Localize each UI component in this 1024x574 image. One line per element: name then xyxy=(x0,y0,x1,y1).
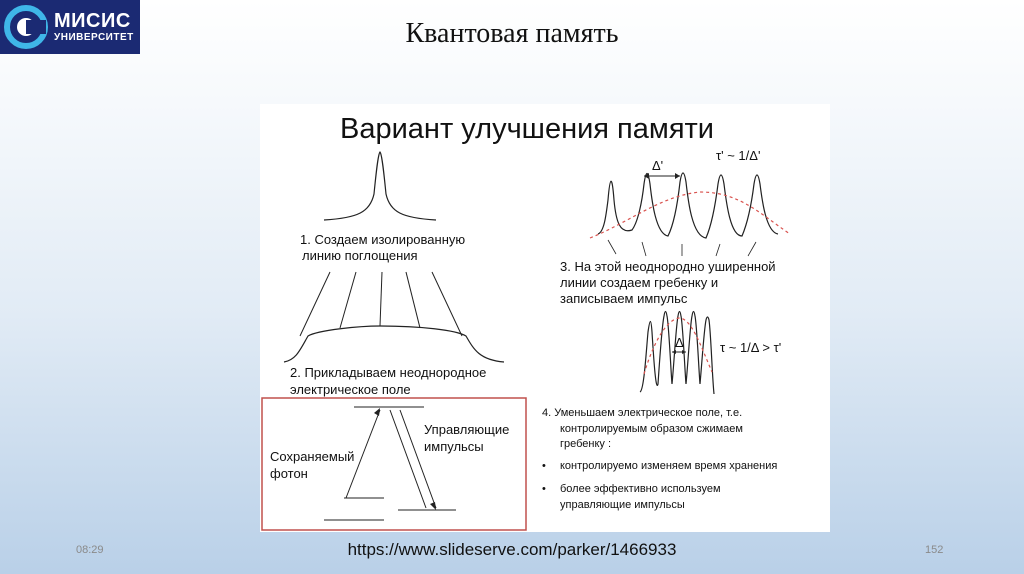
comb-compress-lines xyxy=(608,240,756,256)
bullet-1-glyph: • xyxy=(542,460,546,472)
source-url: https://www.slideserve.com/parker/1466933 xyxy=(347,540,677,559)
control-pulses-line1: Управляющие xyxy=(424,422,510,437)
control-pulses-line2: импульсы xyxy=(424,439,484,454)
bullet-2-text-line1: более эффективно используем xyxy=(560,483,721,495)
step1-text-line2: линию поглощения xyxy=(302,248,418,263)
step3-text-line3: записываем импульс xyxy=(560,291,688,306)
comb-spectrum xyxy=(598,173,778,238)
tau-prime-label: τ' ~ 1/Δ' xyxy=(716,148,761,163)
footer-time: 08:29 xyxy=(76,544,104,556)
bullet-2-glyph: • xyxy=(542,483,546,495)
step4-text-line3: гребенку : xyxy=(560,438,612,450)
stored-photon-line1: Сохраняемый xyxy=(270,449,355,464)
delta-prime-label: Δ' xyxy=(652,158,664,173)
step3-text-line1: 3. На этой неоднородно уширенной xyxy=(560,259,776,274)
isolated-line-curve xyxy=(324,152,436,220)
control-arrow-1 xyxy=(390,410,426,508)
logo-name: МИСИС xyxy=(54,10,131,32)
bullet-1-text: контролируемо изменяем время хранения xyxy=(560,460,778,472)
step4-text-line2: контролируемым образом сжимаем xyxy=(560,423,743,435)
comb-envelope xyxy=(590,192,790,238)
control-arrowhead xyxy=(430,502,436,510)
step4-text-line1: 4. Уменьшаем электрическое поле, т.е. xyxy=(542,407,743,419)
delta-label: Δ xyxy=(675,335,684,350)
page-number: 152 xyxy=(925,544,944,556)
figure-drawing xyxy=(260,104,830,532)
level-scheme-box xyxy=(262,398,526,530)
compressed-comb xyxy=(640,312,714,395)
logo-subtitle: УНИВЕРСИТЕТ xyxy=(54,32,134,43)
step3-text-line2: линии создаем гребенку и xyxy=(560,275,719,290)
broadened-line-curve xyxy=(284,326,504,362)
slide-title: Квантовая память xyxy=(405,18,619,49)
figure-heading: Вариант улучшения памяти xyxy=(340,113,714,145)
step2-text-line1: 2. Прикладываем неоднородное xyxy=(290,365,487,380)
tau-label: τ ~ 1/Δ > τ' xyxy=(720,340,782,355)
step1-text-line1: 1. Создаем изолированную xyxy=(300,232,466,247)
step2-text-line2: электрическое поле xyxy=(290,382,411,397)
slide-figure xyxy=(260,104,830,532)
photon-arrowhead xyxy=(374,408,380,416)
bullet-2-text-line2: управляющие импульсы xyxy=(560,499,685,511)
stored-photon-line2: фотон xyxy=(270,466,308,481)
